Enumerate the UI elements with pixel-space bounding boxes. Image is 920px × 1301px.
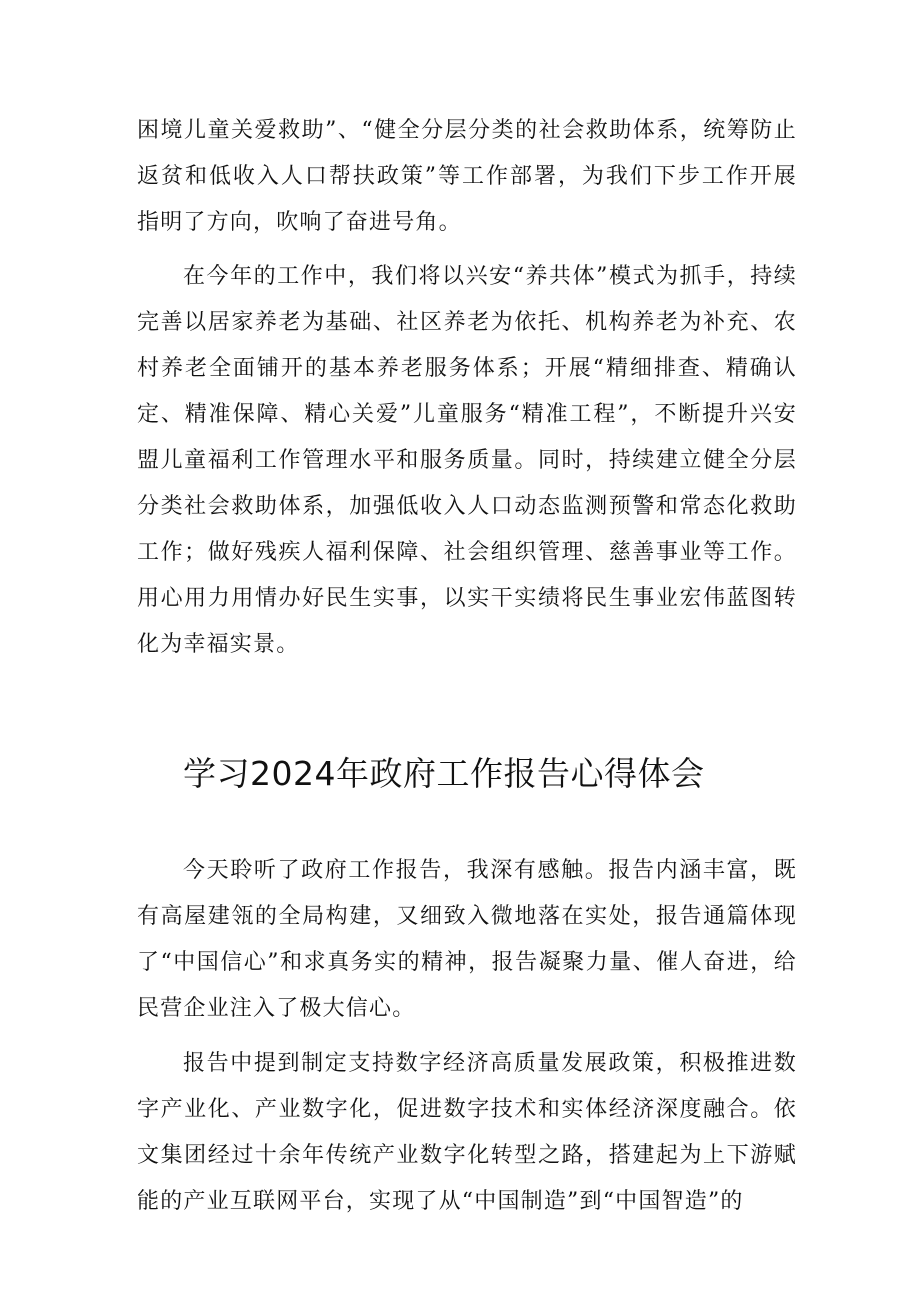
- body-paragraph-digital-economy: 报告中提到制定支持数字经济高质量发展政策，积极推进数字产业化、产业数字化，促进数字技术和实体经济深度融合。依文集团经过十余年传统产业数字化转型之路，搭建起为上下游赋能的产业互联网平台，实现了从“中国制造”到“中国智造”的: [137, 1051, 797, 1214]
- body-paragraph-intro: 今天聆听了政府工作报告，我深有感触。报告内涵丰富，既有高屋建瓴的全局构建，又细致入微地落在实处，报告通篇体现了“中国信心”和求真务实的精神，报告凝聚力量、催人奋进，给民营企业注入了极大信心。: [137, 858, 797, 1021]
- body-paragraph-continued: 困境儿童关爱救助”、“健全分层分类的社会救助体系，统筹防止返贫和低收入人口帮扶政策”等工作部署，为我们下步工作开展指明了方向，吹响了奋进号角。: [137, 118, 797, 235]
- body-paragraph-work-plan: 在今年的工作中，我们将以兴安“养共体”模式为抓手，持续完善以居家养老为基础、社区养老为依托、机构养老为补充、农村养老全面铺开的基本养老服务体系；开展“精细排查、精确认定、精准保障、精心关爱”儿童服务“精准工程”，不断提升兴安盟儿童福利工作管理水平和服务质量。同时，持续建立健全分层分类社会救助体系，加强低收入人口动态监测预警和常态化救助工作；做好残疾人福利保障、社会组织管理、慈善事业等工作。用心用力用情办好民生实事，以实干实绩将民生事业宏伟蓝图转化为幸福实景。: [137, 264, 797, 657]
- section-title: 学习2024年政府工作报告心得体会: [183, 754, 705, 793]
